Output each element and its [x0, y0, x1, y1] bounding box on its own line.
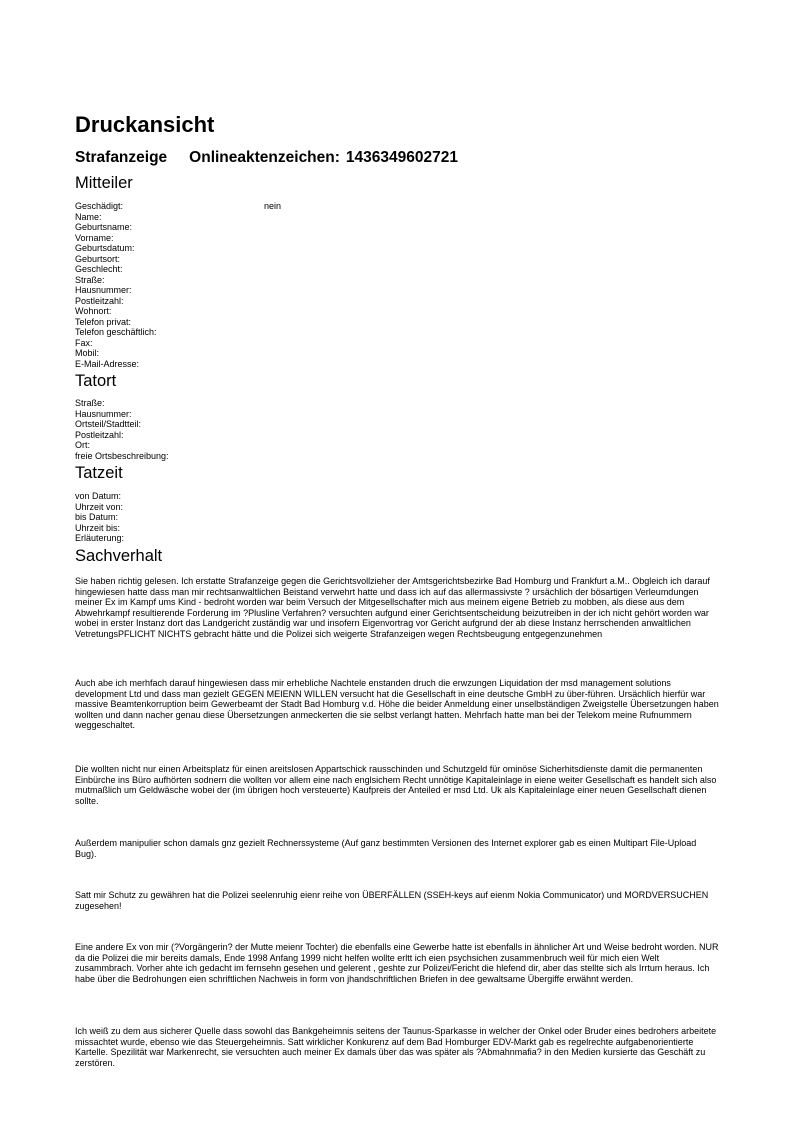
- field-row: [75, 306, 720, 317]
- reference-number-label: Onlineaktenzeichen:: [189, 149, 340, 166]
- field-row: [75, 296, 720, 307]
- field-label: Telefon privat:: [75, 316, 132, 327]
- field-row: [75, 440, 720, 451]
- section-heading-tatzeit: Tatzeit: [75, 464, 123, 482]
- section-heading-sachverhalt: Sachverhalt: [75, 547, 163, 565]
- field-row: [75, 533, 720, 544]
- field-label: Straße:: [75, 274, 105, 285]
- field-label: Vorname:: [75, 232, 114, 243]
- field-label: Wohnort:: [75, 306, 112, 316]
- field-row: [75, 201, 720, 212]
- field-label: Ort:: [75, 440, 90, 450]
- statement-paragraph: Die wollten nicht nur einen Arbeitsplatz für einen areitslosen Appartschick rausschinden und Schutzgeld für ominöse Sicherhitsdienste damit die permanenten Einbürche ins Büro aufhörten sodnern die wollten vor allem eine nach englsichem Recht unnötige Kapitaleinlage in eiene weiter Gesellschaft es handelt sich also mutmaßlich um Geldwäsche wobei der (im übrigen hoch versteuerte) Kaufpreis der Anteiled er msd Ltd. Uk als Kapitaleinlage einer neuen Gesellschaft dienen sollte.: [75, 764, 717, 806]
- field-row: [75, 275, 720, 286]
- field-row: [75, 523, 720, 534]
- field-label: Fax:: [75, 337, 93, 348]
- field-row: [75, 512, 720, 523]
- statement-paragraph: Satt mir Schutz zu gewähren hat die Polizei seelenruhig eienr reihe von ÜBERFÄLLEN (SSEH-keys auf eienm Nokia Communicator) und MORDVERSUCHEN zugesehen!: [75, 890, 709, 911]
- statement-paragraph: Auch abe ich merhfach darauf hingewiesen dass mir erhebliche Nachtele enstanden druch die erwzungen Liquidation der msd management solutions development Ltd und dass man gezielt GEGEN MEIENN WILLEN versucht hat die Gesellschaft in eine deutsche GmbH zu über-führen. Ursächlich hierfür war massive Beamtenkorruption beim Gewerbeamt der Stadt Bad Homburg v.d. Höhe die beider Anmeldung einer unselbständigen Zweigstelle Übersetzungen haben wollten und dann nacher genau diese Übersetzungen anmeckerten die sie selbst verlangt hatten. Mehrfach hatte man bei der Telekom meine Rufnummern weggeschaltet.: [75, 678, 719, 731]
- field-label: Geschädigt:: [75, 201, 124, 211]
- field-row: [75, 409, 720, 420]
- field-row: [75, 419, 720, 430]
- field-row: [75, 264, 720, 275]
- field-row: [75, 338, 720, 349]
- crime-time-field-list: [75, 491, 720, 544]
- section-heading-mitteiler: Mitteiler: [75, 174, 133, 192]
- field-row: [75, 327, 720, 338]
- crime-location-field-list: [75, 398, 720, 461]
- section-heading-tatort: Tatort: [75, 372, 117, 390]
- field-label: Mobil:: [75, 348, 100, 358]
- statement-paragraph: Außerdem manipulier schon damals gnz gezielt Rechnerssysteme (Auf ganz bestimmten Versionen des Internet explorer gab es einen Multipart File-Upload Bug).: [75, 838, 697, 859]
- field-row: [75, 502, 720, 513]
- field-row: [75, 285, 720, 296]
- reference-number-value: 1436349602721: [345, 149, 458, 166]
- field-label: freie Ortsbeschreibung:: [75, 450, 169, 461]
- section-tatort: [75, 371, 720, 461]
- field-label: Uhrzeit bis:: [75, 522, 121, 533]
- field-row: [75, 359, 720, 370]
- field-label: Geburtsname:: [75, 222, 133, 232]
- page-title: Druckansicht: [75, 112, 215, 137]
- field-row: [75, 222, 720, 233]
- field-label: Hausnummer:: [75, 285, 132, 295]
- field-label: Erläuterung:: [75, 533, 125, 543]
- field-row: [75, 233, 720, 244]
- field-value: nein: [264, 201, 282, 211]
- reporter-field-list: [75, 201, 720, 369]
- section-tatzeit: [75, 463, 720, 544]
- field-row: [75, 451, 720, 462]
- field-row: [75, 243, 720, 254]
- field-row: [75, 430, 720, 441]
- field-label: Uhrzeit von:: [75, 501, 124, 512]
- field-label: von Datum:: [75, 491, 122, 501]
- field-label: bis Datum:: [75, 512, 119, 522]
- field-label: Name:: [75, 211, 102, 222]
- field-row: [75, 398, 720, 409]
- field-label: Geschlecht:: [75, 264, 123, 274]
- field-row: [75, 212, 720, 223]
- section-mitteiler: [75, 173, 720, 369]
- document-type: Strafanzeige: [75, 149, 168, 166]
- field-label: Postleitzahl:: [75, 429, 124, 440]
- statement-paragraph: Ich weiß zu dem aus sicherer Quelle dass sowohl das Bankgeheimnis seitens der Taunus-Sparkasse in welcher der Onkel oder Bruder eines bedrohers arbeitete missachtet wurde, ebenso wie das Steuergeheimnis. Satt wirklicher Konkurenz auf dem Bad Homburger EDV-Markt gab es regelrechte aufgabenorientierte Kartelle. Spezilität war Markenrecht, sie versuchten auch meiner Ex damals über das was später als ?Abmahnmafia? in den Medien kursierte das Geschäft zu zerstören.: [75, 1026, 717, 1068]
- field-label: Ortsteil/Stadtteil:: [75, 419, 142, 429]
- field-label: Postleitzahl:: [75, 295, 124, 306]
- statement-paragraph: Sie haben richtig gelesen. Ich erstatte Strafanzeige gegen die Gerichtsvollzieher der Amtsgerichtsbezirke Bad Homburg und Frankfurt a.M.. Obgleich ich darauf hingewiesen hatte dass man mir rechtsanwaltlichen Beistand verwehrt hatte und dass ich auf das allermassivste ? ursächlich der bösartigen Verleumdungen meiner Ex im Kampf ums Kind - bedroht worden war beim Versuch der Mitgesellschafter mich aus meinem eigene Betrieb zu mobben, als diese aus dem Abwehrkampf resultierende Forderung im ?Plusline Verfahren? versuchten aufgund einer Gerichtsentscheidung beizutreiben in der ich nicht gehört worden war wobei in erster Instanz dort das Landgericht zuständig war und insofern Eigenvortrag vor Gericht aufgrund der ab diese Instanz herrschenden anwaltlichen VetretungsPFLICHT NICHTS gebracht hätte und die Polizei sich weigerte Strafanzeigen wegen Rechtsbeugung entgegenzunehmen: [75, 576, 710, 639]
- field-label: Telefon geschäftlich:: [75, 327, 157, 337]
- field-label: Hausnummer:: [75, 408, 132, 419]
- field-label: Straße:: [75, 398, 105, 408]
- document-subtitle: [75, 148, 458, 167]
- section-sachverhalt: [75, 546, 720, 566]
- field-label: Geburtsdatum:: [75, 243, 135, 253]
- field-row: [75, 317, 720, 328]
- field-row: [75, 348, 720, 359]
- field-label: Geburtsort:: [75, 253, 121, 264]
- field-row: [75, 254, 720, 265]
- field-row: [75, 491, 720, 502]
- statement-paragraph: Eine andere Ex von mir (?Vorgängerin? der Mutte meienr Tochter) die ebenfalls eine Gewerbe hatte ist ebenfalls in ähnlicher Art und Weise bedroht worden. NUR da die Polizei die mir bereits damals, Ende 1998 Anfang 1999 nicht helfen wollte erltt ich eien psychsichen zusammenbruch weil für mich eien Welt zusammbrach. Vorher ahte ich gedacht im fernsehn gesehen und gelerent , geshte zur Polizei/Fericht die hlefend dir, aber das stellte sich als Irrtum heraus. Ich habe über die Bedrohungen eien schriftlichen Nachweis in form von jhandschriftlichen Briefen in dee gewaltsame Übergiffe erwähnt werden.: [75, 942, 719, 984]
- field-label: E-Mail-Adresse:: [75, 358, 140, 369]
